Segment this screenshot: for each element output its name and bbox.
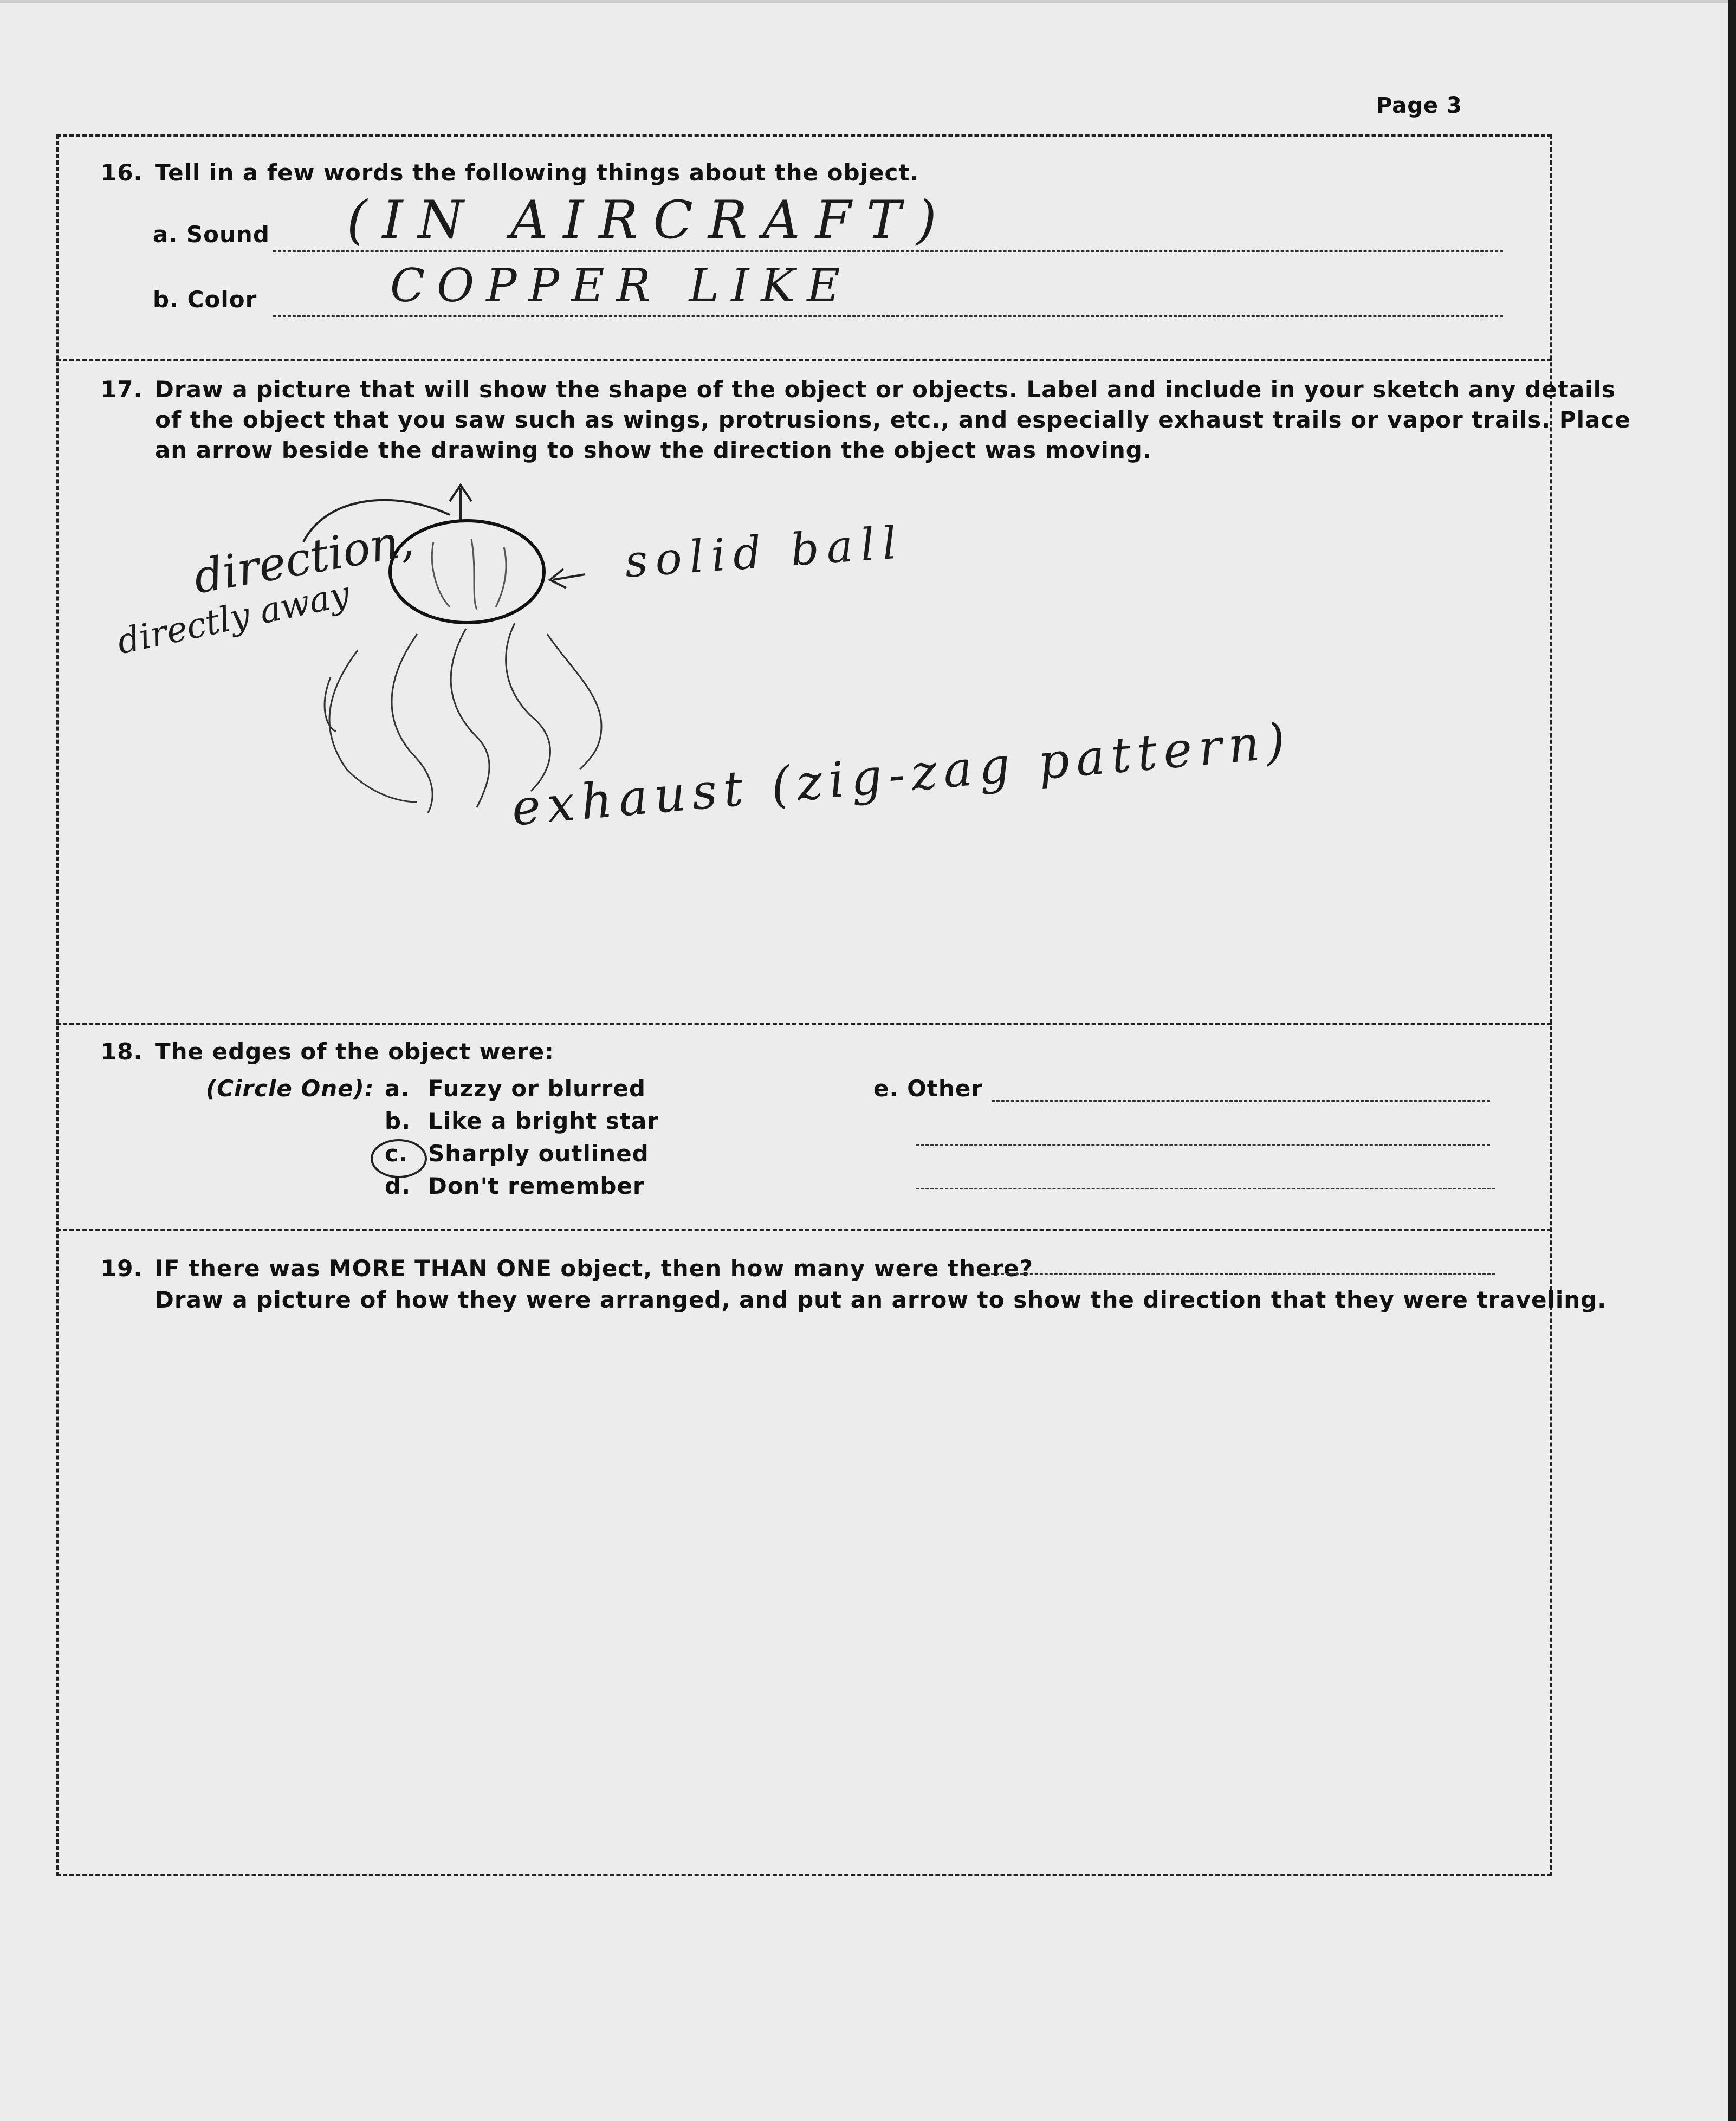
q18-heading [101,1036,554,1068]
q18-other-line-1[interactable] [992,1100,1490,1102]
q18-other-line-2[interactable] [916,1144,1490,1146]
q18-other-line-3[interactable] [916,1188,1495,1189]
note-solid-ball: solid ball [623,516,906,588]
exhaust-trail-4 [506,623,550,791]
q18-other-label: e. Other [873,1075,983,1102]
q16-color-answer: COPPER LIKE [390,259,852,312]
q19-heading [101,1253,1033,1284]
q18-option-a-letter: a. [385,1075,410,1102]
q18-instruction: (Circle One): [206,1075,374,1102]
exhaust-trail-5 [547,634,601,769]
ball-label-pointer [553,574,585,580]
q18-option-d-letter: d. [385,1173,411,1199]
q16-sound-label: a. Sound [153,221,270,248]
q18-option-a-text: Fuzzy or blurred [428,1075,646,1102]
page-number: Page 3 [1376,93,1462,118]
q18-option-c-letter: c. [385,1140,408,1167]
q16-number: 16. [101,159,143,186]
note-exhaust: exhaust (zig-zag pattern) [509,712,1294,837]
q18-option-b-text: Like a bright star [428,1108,659,1134]
q18-option-d-text: Don't remember [428,1173,645,1199]
q17-line2: of the object that you saw such as wings, protrusions, etc., and especially exhaust trails or vapor trails. Place [155,406,1631,433]
q16-sound-answer: (IN AIRCRAFT) [347,190,952,250]
q17-line3: an arrow beside the drawing to show the direction the object was moving. [155,437,1152,463]
q18-number: 18. [101,1038,143,1065]
exhaust-trail-1 [329,650,417,802]
exhaust-trail-3 [451,629,489,807]
q19-line1: IF there was MORE THAN ONE object, then how many were there? [155,1255,1034,1282]
ball-shading-1 [432,542,450,607]
q19-number: 19. [101,1255,143,1282]
exhaust-trail-2 [392,634,432,813]
q17-number: 17. [101,376,143,403]
note-direction-2: directly away [114,574,353,663]
q18-option-b-letter: b. [385,1108,411,1134]
q18-option-a[interactable] [385,1075,646,1102]
q17-line1: Draw a picture that will show the shape of the object or objects. Label and include in your sketch any details [155,376,1616,403]
note-direction-1: direction, [190,513,418,604]
q16-color-label: b. Color [153,286,257,313]
q19-line2: Draw a picture of how they were arranged, and put an arrow to show the direction that they were traveling. [155,1286,1607,1313]
q18-option-c-text: Sharply outlined [428,1140,649,1167]
q18-option-d[interactable] [385,1173,645,1199]
q19-count-line[interactable] [986,1273,1495,1275]
ball-shading-2 [471,539,477,610]
q18-prompt: The edges of the object were: [155,1038,554,1065]
ball-outline [390,521,544,623]
q16-prompt: Tell in a few words the following things about the object. [155,159,919,186]
ball-shading-3 [496,547,506,607]
q18-option-b[interactable] [385,1108,659,1134]
